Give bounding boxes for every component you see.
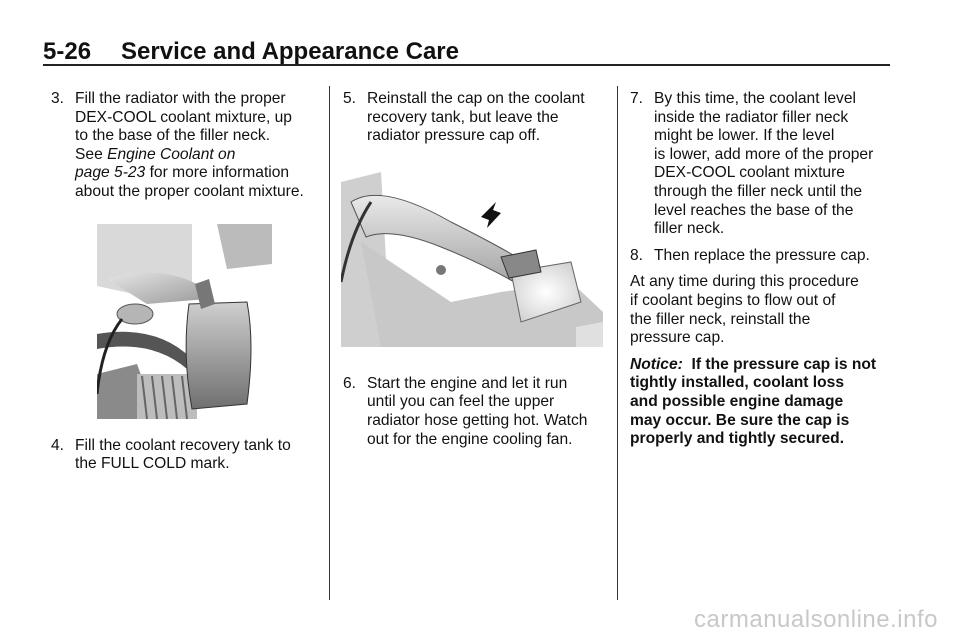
paragraph-line: pressure cap. <box>630 329 725 347</box>
step-7 <box>630 90 895 239</box>
cross-reference-link[interactable]: Engine Coolant on <box>107 145 236 163</box>
step-text-line: out for the engine cooling fan. <box>367 430 573 448</box>
paragraph-line: the filler neck, reinstall the <box>630 310 811 328</box>
step-text-line: filler neck. <box>654 220 725 238</box>
step-4 <box>51 437 313 474</box>
step-text-line: inside the radiator filler neck <box>654 108 849 126</box>
column-divider <box>329 86 330 600</box>
step-text-line: through the filler neck until the <box>654 182 863 200</box>
column-divider <box>617 86 618 600</box>
column-3 <box>630 90 895 457</box>
header-rule <box>43 64 890 66</box>
notice-line: properly and tightly secured. <box>630 430 845 448</box>
step-text-line: to the base of the filler neck. <box>75 127 271 145</box>
step-text-line: DEX-COOL coolant mixture, up <box>75 108 292 126</box>
step-text-line: Reinstall the cap on the coolant <box>367 90 585 107</box>
step-text-line: recovery tank, but leave the <box>367 108 559 126</box>
step-text-line: Fill the radiator with the proper <box>75 90 286 107</box>
notice-label: Notice: <box>630 355 683 373</box>
step-text-line: See <box>75 145 108 163</box>
step-text-line: radiator pressure cap off. <box>367 127 541 145</box>
step-6 <box>343 375 605 449</box>
step-number: 4. <box>51 436 65 454</box>
step-text-line: the FULL COLD mark. <box>75 455 230 473</box>
page-header <box>43 38 459 66</box>
step-text-line: radiator hose getting hot. Watch <box>367 411 588 429</box>
site-watermark: carmanualsonline.info <box>694 606 938 633</box>
column-2 <box>343 90 605 457</box>
step-text-line: Start the engine and let it run <box>367 374 568 392</box>
step-text-line: level reaches the base of the <box>654 201 854 219</box>
page-number: 5-26 <box>43 38 92 65</box>
step-number: 6. <box>343 374 357 392</box>
notice-line: may occur. Be sure the cap is <box>630 411 850 429</box>
column-1 <box>51 90 313 482</box>
step-text-line: By this time, the coolant level <box>654 90 856 107</box>
step-text-line: DEX-COOL coolant mixture <box>654 164 845 182</box>
step-5 <box>343 90 605 146</box>
step-text-line: is lower, add more of the proper <box>654 145 874 163</box>
notice-line: If the pressure cap is not <box>691 355 877 373</box>
step-text-line: Then replace the pressure cap. <box>654 246 870 264</box>
procedure-paragraph <box>630 273 895 347</box>
step-text-line: Fill the coolant recovery tank to <box>75 436 291 454</box>
step-text-line: might be lower. If the level <box>654 127 835 145</box>
step-number: 8. <box>630 246 644 264</box>
radiator-fill-illustration <box>97 224 282 419</box>
notice-block <box>630 356 895 449</box>
step-8 <box>630 247 895 266</box>
step-number: 7. <box>630 90 644 107</box>
step-number: 3. <box>51 90 65 107</box>
section-title: Service and Appearance Care <box>121 38 459 65</box>
step-text-line: for more information <box>145 164 290 182</box>
notice-line: tightly installed, coolant loss <box>630 374 845 392</box>
paragraph-line: if coolant begins to flow out of <box>630 291 836 309</box>
step-number: 5. <box>343 90 357 107</box>
step-text-line: until you can feel the upper <box>367 393 555 411</box>
upper-radiator-hose-illustration <box>341 162 603 347</box>
step-text-line: about the proper coolant mixture. <box>75 182 304 200</box>
paragraph-line: At any time during this procedure <box>630 273 859 291</box>
step-3 <box>51 90 313 202</box>
notice-line: and possible engine damage <box>630 392 844 410</box>
cross-reference-page[interactable]: page 5-23 <box>75 164 146 182</box>
